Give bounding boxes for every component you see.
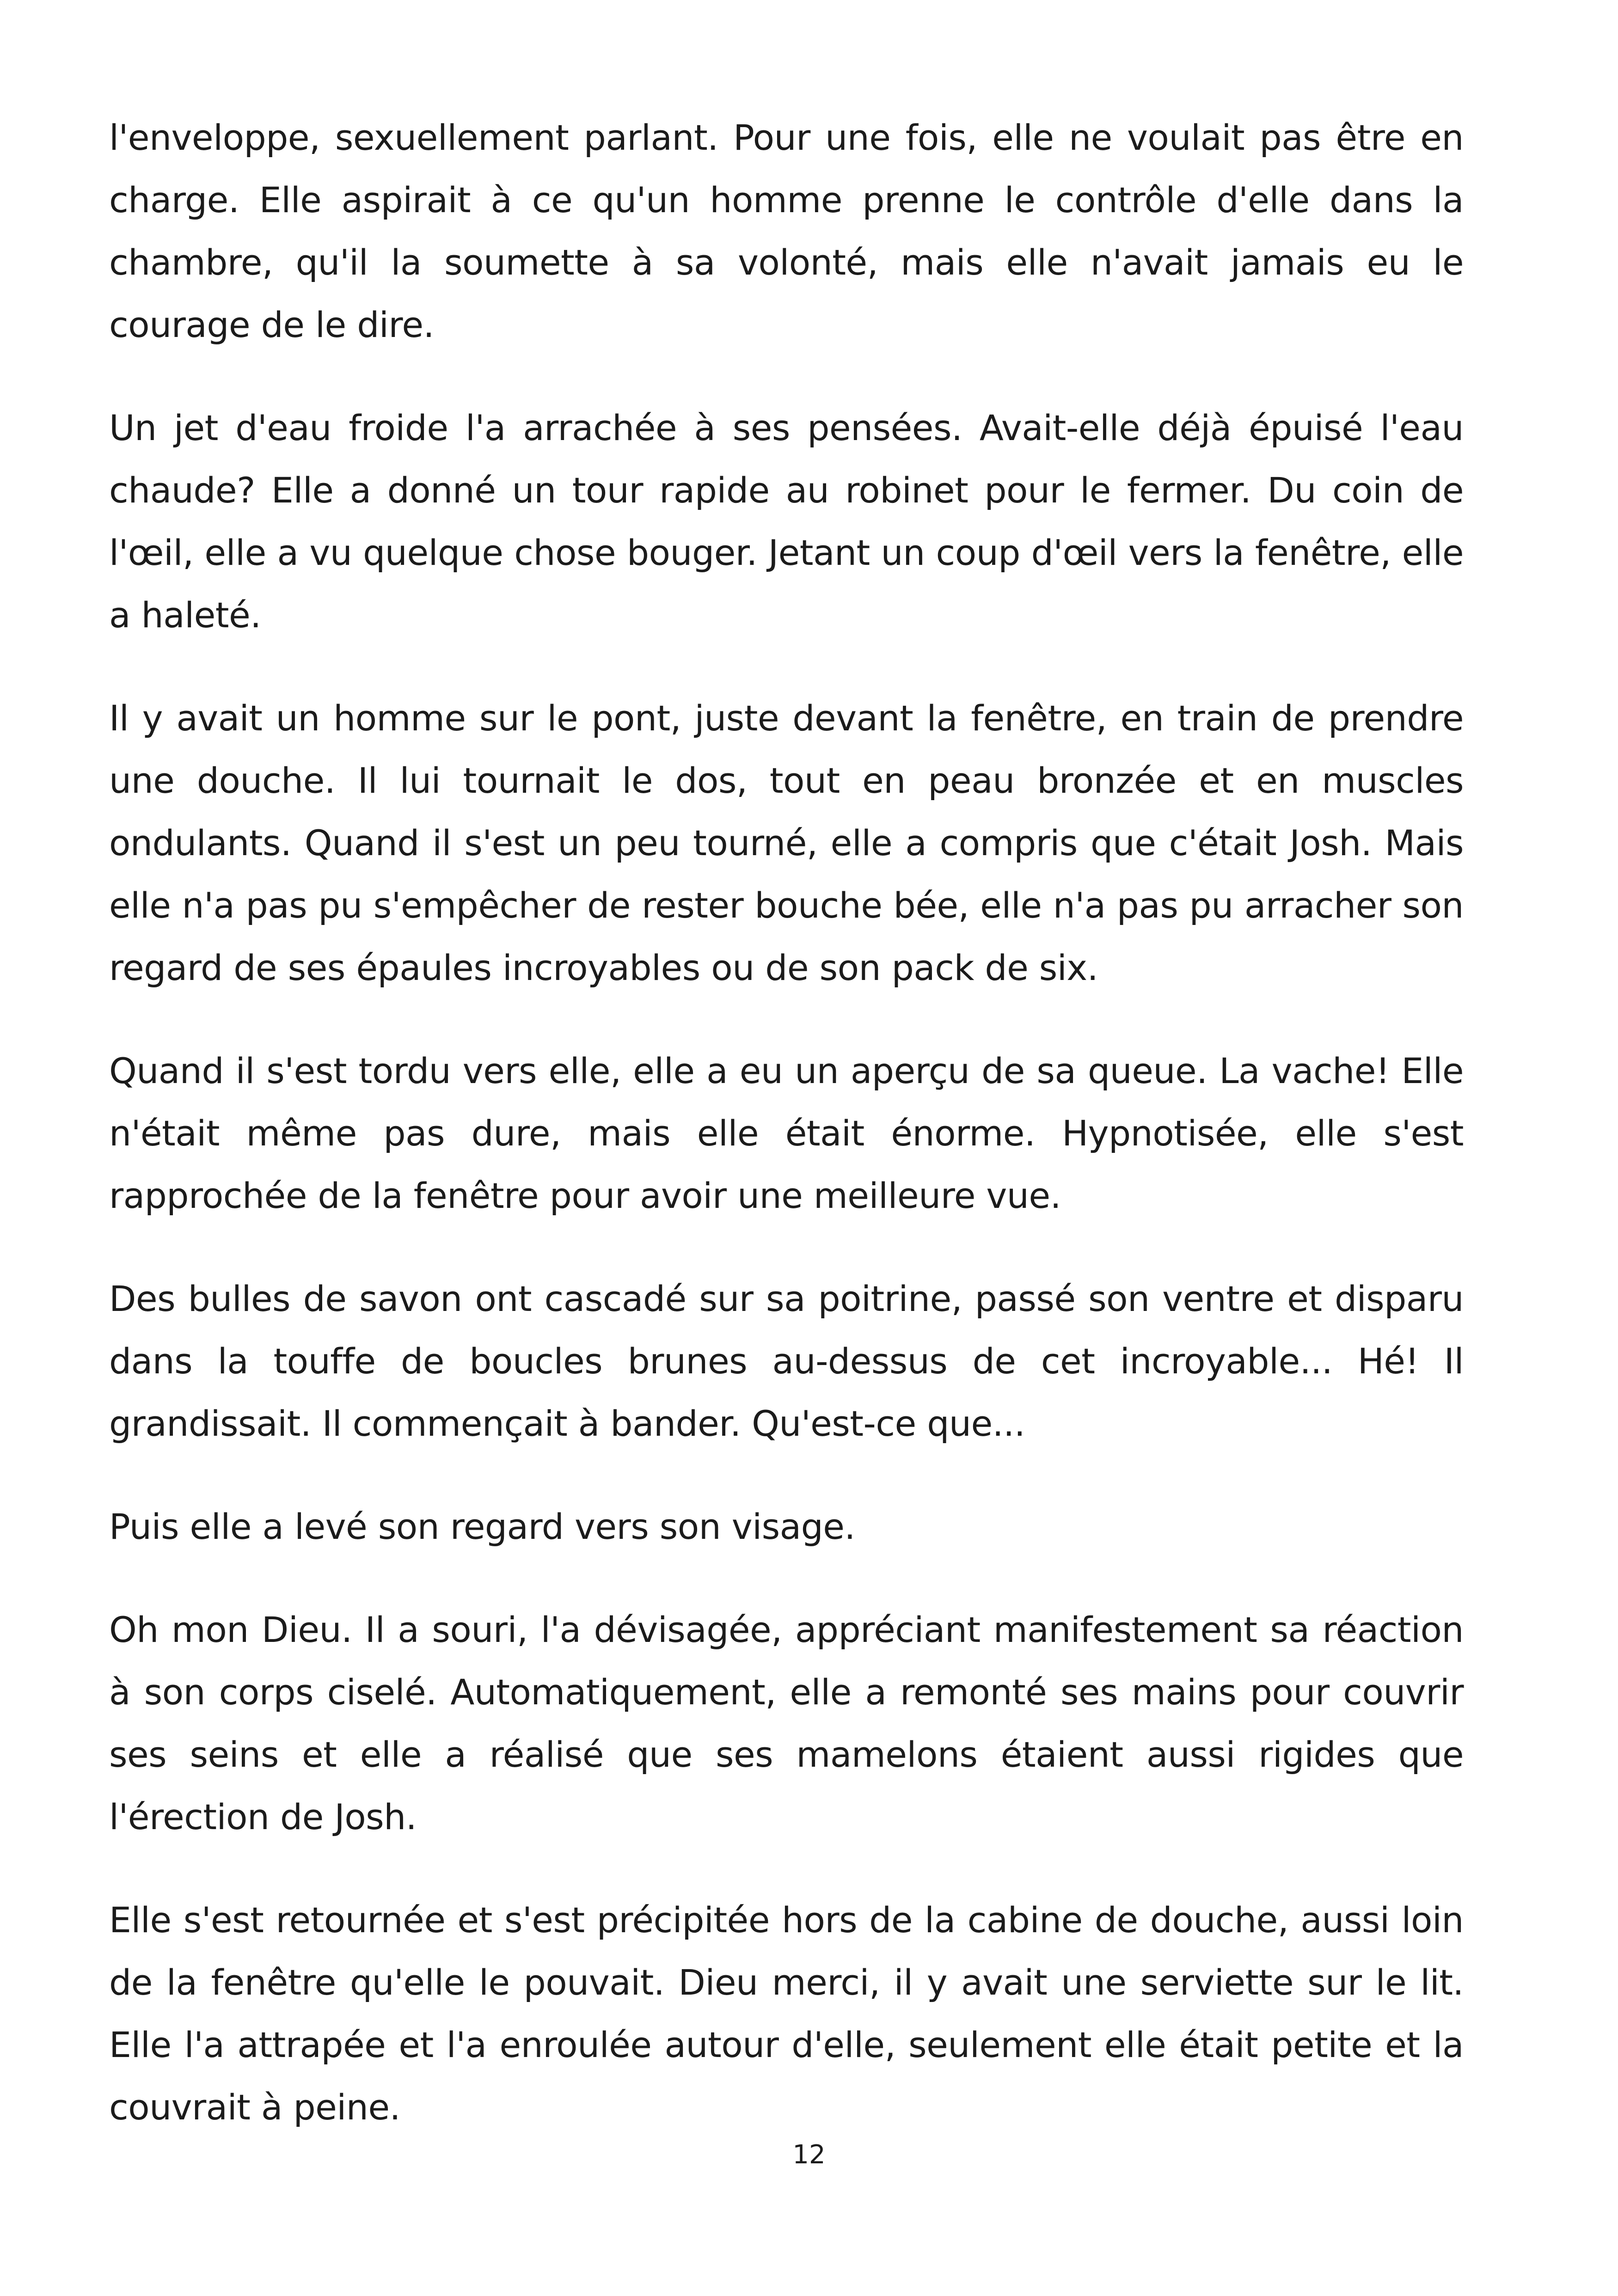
paragraph-4: Quand il s'est tordu vers elle, elle a eu un aperçu de sa queue. La vache! Elle n'était même pas dure, mais elle était énorme. Hypnotisée, elle s'est rapprochée de la fenêtre pour avoir une meilleure vue. xyxy=(109,1050,1464,1216)
page-number: 12 xyxy=(792,2140,826,2170)
body-text xyxy=(109,106,1464,2179)
paragraph-5: Des bulles de savon ont cascadé sur sa poitrine, passé son ventre et disparu dans la touffe de boucles brunes au-dessus de cet incroyable... Hé! Il grandissait. Il commençait à bander. Qu'est-ce que... xyxy=(109,1278,1464,1444)
paragraph-1: l'enveloppe, sexuellement parlant. Pour une fois, elle ne voulait pas être en charge. Elle aspirait à ce qu'un homme prenne le contrôle d'elle dans la chambre, qu'il la soumette à sa volonté, mais elle n'avait jamais eu le courage de le dire. xyxy=(109,117,1464,345)
paragraph-3: Il y avait un homme sur le pont, juste devant la fenêtre, en train de prendre une douche. Il lui tournait le dos, tout en peau bronzée et en muscles ondulants. Quand il s'est un peu tourné, elle a compris que c'était Josh. Mais elle n'a pas pu s'empêcher de rester bouche bée, elle n'a pas pu arracher son regard de ses épaules incroyables ou de son pack de six. xyxy=(109,698,1464,988)
paragraph-6: Puis elle a levé son regard vers son visage. xyxy=(109,1506,855,1547)
paragraph-7: Oh mon Dieu. Il a souri, l'a dévisagée, appréciant manifestement sa réaction à son corps ciselé. Automatiquement, elle a remonté ses mains pour couvrir ses seins et elle a réalisé que ses mamelons étaient aussi rigides que l'érection de Josh. xyxy=(109,1609,1464,1837)
paragraph-8: Elle s'est retournée et s'est précipitée hors de la cabine de douche, aussi loin de la fenêtre qu'elle le pouvait. Dieu merci, il y avait une serviette sur le lit. Elle l'a attrapée et l'a enroulée autour d'elle, seulement elle était petite et la couvrait à peine. xyxy=(109,1899,1464,2128)
paragraph-2: Un jet d'eau froide l'a arrachée à ses pensées. Avait-elle déjà épuisé l'eau chaude? Elle a donné un tour rapide au robinet pour le fermer. Du coin de l'œil, elle a vu quelque chose bouger. Jetant un coup d'œil vers la fenêtre, elle a haleté. xyxy=(109,407,1464,636)
